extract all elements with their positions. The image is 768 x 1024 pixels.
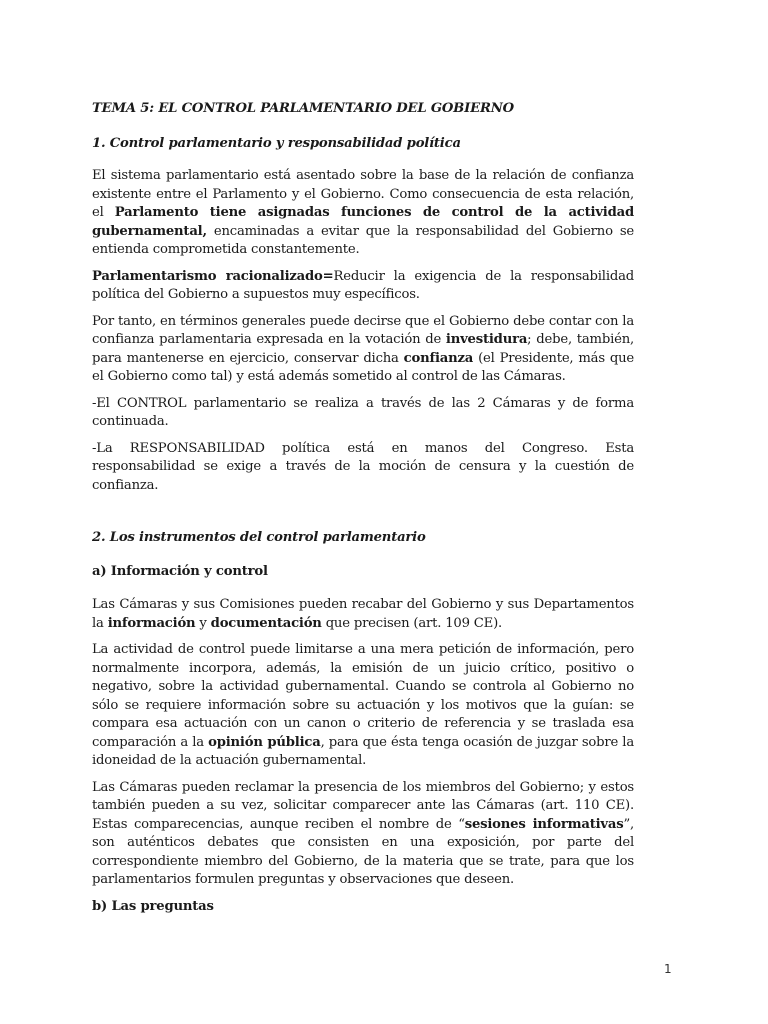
- section-2-paragraph-2: [92, 641, 634, 771]
- bold-text: investidura: [445, 332, 528, 347]
- section-1-paragraph-2: [92, 268, 634, 305]
- section-1-paragraph-1: [92, 167, 634, 260]
- document-body: [92, 100, 634, 916]
- text-run: Por tanto, en términos generales puede decirse que el Gobierno debe contar con la confianza parlamentaria expresada en la votación de: [92, 313, 634, 347]
- section-1-paragraph-3: [92, 313, 634, 387]
- section-1-paragraph-5: -La RESPONSABILIDAD política está en manos del Congreso. Esta responsabilidad se exige a través de la moción de censura y la cuestión de confianza.: [92, 440, 634, 493]
- text-run: , para que ésta tenga ocasión de juzgar sobre la idoneidad de la actuación gubernamental.: [92, 734, 634, 768]
- section-2-heading: 2. Los instrumentos del control parlamentario: [92, 530, 426, 545]
- section-2-paragraph-1: [92, 596, 634, 633]
- text-run: La actividad de control puede limitarse a una mera petición de información, pero normalmente incorpora, además, la emisión de un juicio crítico, positivo o negativo, sobre la actividad gubernamental. Cuando se controla al Gobierno no sólo se requiere información sobre su actuación y los motivos que la guían: se compara esa actuación con un canon o criterio de referencia y se traslada esa comparación a la: [92, 642, 634, 750]
- text-run: Reducir la exigencia de la responsabilidad política del Gobierno a supuestos muy específicos.: [92, 268, 634, 302]
- bold-text: documentación: [210, 615, 322, 631]
- page-number: 1: [664, 962, 672, 976]
- subsection-a-heading: a) Información y control: [92, 563, 268, 579]
- section-2-paragraph-3: [92, 779, 634, 890]
- text-run: (el Presidente, más que el Gobierno como tal) y está además sometido al control de las Cámaras.: [92, 350, 634, 384]
- bold-text: confianza: [403, 350, 474, 366]
- bold-text: Parlamento tiene asignadas funciones de control de la actividad gubernamental,: [92, 205, 634, 239]
- text-run: Las Cámaras y sus Comisiones pueden recabar del Gobierno y sus Departamentos la: [92, 597, 634, 631]
- text-run: Las Cámaras pueden reclamar la presencia de los miembros del Gobierno; y estos también pueden a su vez, solicitar comparecer ante las Cámaras (art. 110 CE). Estas comparecencias, aunque reciben el nombre de “: [92, 779, 634, 832]
- subsection-b-heading: b) Las preguntas: [92, 898, 214, 914]
- text-run: que precisen (art. 109 CE).: [321, 615, 503, 631]
- text-run: ”, son auténticos debates que consisten en una exposición, por parte del correspondiente miembro del Gobierno, de la materia que se trate, para que los parlamentarios formulen preguntas y observaciones que deseen.: [92, 816, 634, 887]
- text-run: ; debe, también, para mantenerse en ejercicio, conservar dicha: [92, 332, 634, 366]
- document-title: TEMA 5: EL CONTROL PARLAMENTARIO DEL GOBIERNO: [92, 101, 514, 116]
- section-1-heading: 1. Control parlamentario y responsabilidad política: [92, 135, 461, 151]
- bold-text: sesiones informativas: [464, 816, 624, 832]
- text-run: y: [195, 615, 211, 631]
- bold-text: información: [107, 615, 196, 631]
- bold-text: opinión pública: [208, 734, 321, 750]
- text-run: encaminadas a evitar que la responsabilidad del Gobierno se entienda comprometida constantemente.: [92, 223, 634, 257]
- text-run: El sistema parlamentario está asentado sobre la base de la relación de confianza existente entre el Parlamento y el Gobierno. Como consecuencia de esta relación, el: [92, 168, 634, 220]
- bold-text: Parlamentarismo racionalizado=: [92, 268, 334, 284]
- section-1-paragraph-4: -El CONTROL parlamentario se realiza a través de las 2 Cámaras y de forma continuada.: [92, 395, 634, 429]
